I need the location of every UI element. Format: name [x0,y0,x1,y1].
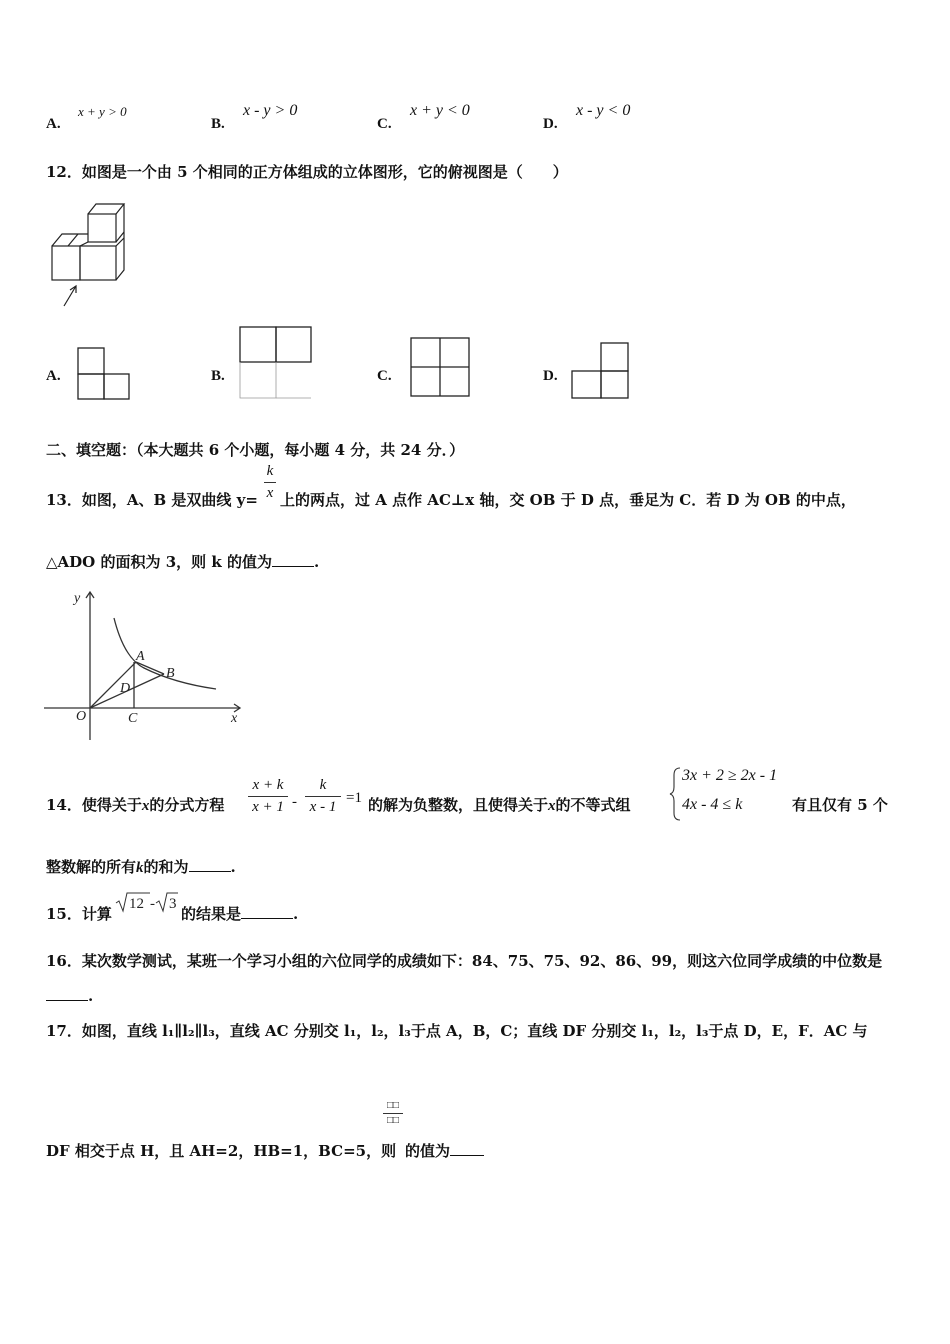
q13-period: . [313,553,320,571]
graph-label-o: O [76,709,87,724]
q17-line1: 17．如图，直线 l₁∥l₂∥l₃，直线 AC 分别交 l₁，l₂，l₃于点 A，B，C；直线 DF 分别交 l₁，l₂，l₃于点 D，E，F．AC 与 [46,1022,868,1040]
q11-option-c-label: C. [377,116,392,132]
q17-fraction-placeholder [383,1100,403,1127]
q15-suffix-line [181,903,298,924]
q16-period: . [88,987,94,1005]
q11-option-a-label: A. [46,116,61,132]
q11-option-b-expr: x - y > 0 [243,102,298,119]
q13-frac-den: x [266,485,274,501]
q11-option-b-label: B. [211,116,225,132]
q14-mid3: 的不等式组 [555,796,631,814]
q14-prefix [46,794,224,815]
q16-answer-blank[interactable] [46,986,88,1001]
q14-line2 [46,856,236,877]
q17-line2-b: 的值为 [405,1142,451,1160]
q15-rad1: 12 [129,896,144,912]
q12-question-text: 12．如图是一个由 5 个相同的正方体组成的立体图形，它的俯视图是（ ） [46,163,568,181]
q15-radical-expression [114,891,180,913]
q12-option-b-label: B. [211,368,225,384]
q14-mid [368,794,631,815]
cube-stack-figure [46,198,136,312]
q14-var-x: x [141,798,150,814]
q14-f1-den: x + 1 [252,799,284,815]
q17-line2-end [405,1140,484,1161]
q12-option-d-figure [571,342,631,402]
q14-minus: - [292,794,297,810]
q13-text-end: 上的两点，过 A 点作 AC⊥x 轴，交 OB 于 D 点，垂足为 C．若 D 为 OB 的中点， [280,491,856,509]
q15-rad2: 3 [169,896,177,912]
q12-option-b-figure [239,326,313,400]
q17-line2-start: DF 相交于点 H，且 AH=2，HB=1，BC=5，则 [46,1142,397,1160]
q14-system-brace [670,767,682,821]
q14-inequality-1: 3x + 2 ≥ 2x - 1 [682,767,778,784]
graph-label-a: A [136,649,145,664]
q14-fraction-2 [305,777,341,816]
graph-label-b: B [166,666,175,681]
q14-f1-num: x + k [252,777,284,793]
q14-answer-blank[interactable] [189,857,231,872]
q14-line2-b: 的和为 [143,858,189,876]
q14-var-k: k [136,860,144,876]
q12-option-a-label: A. [46,368,61,384]
q13-frac-num: k [266,463,274,479]
q14-inequality-2: 4x - 4 ≤ k [682,796,743,813]
q12-option-a-figure [77,347,131,401]
q14-mid2: 的解为负整数，且使得关于 [368,796,549,814]
q12-option-c-figure [409,336,473,400]
q14-line2-a: 整数解的所有 [46,858,137,876]
q14-mid1: 的分式方程 [149,796,225,814]
graph-label-x: x [231,711,238,726]
graph-label-c: C [128,711,138,726]
q14-suffix: 有且仅有 5 个 [792,796,888,814]
q11-option-d-label: D. [543,116,558,132]
q14-f2-den: x - 1 [309,799,337,815]
q17-answer-blank[interactable] [450,1141,484,1156]
q16-answer-line [46,986,93,1005]
section-2-title: 二、填空题：（本大题共 6 个小题，每小题 4 分，共 24 分．） [46,441,465,459]
q14-f2-num: k [319,777,327,793]
q13-hyperbola-graph [44,588,249,748]
q15-minus: - [150,896,155,912]
q15-suffix: 的结果是 [181,905,242,923]
q15-answer-blank[interactable] [241,904,293,919]
q14-prefix-text: 14．使得关于 [46,796,142,814]
q17-frac-num: □□ [386,1100,400,1111]
q16-text: 16．某次数学测试，某班一个学习小组的六位同学的成绩如下：84、75、75、92、86、99，则这六位同学成绩的中位数是 [46,952,883,970]
q14-fraction-1 [248,777,288,816]
graph-label-y: y [74,591,81,606]
q13-fraction-k-over-x [264,463,276,502]
q13-line2-text: △ADO 的面积为 3，则 k 的值为 [46,553,272,571]
q12-option-d-label: D. [543,368,558,384]
q11-option-a-expr: x + y > 0 [78,104,127,119]
q14-period: . [230,858,236,876]
q15-period: . [293,905,299,923]
q13-answer-blank[interactable] [272,552,314,567]
q11-option-c-expr: x + y < 0 [410,102,470,119]
q11-option-d-expr: x - y < 0 [576,102,631,119]
q17-frac-den: □□ [386,1115,400,1126]
q12-option-c-label: C. [377,368,392,384]
q14-var-x-2: x [548,798,556,814]
q15-prefix: 15．计算 [46,905,112,923]
q14-equals-one: =1 [346,790,362,806]
q13-line2 [46,551,319,572]
q13-text-start: 13．如图，A、B 是双曲线 y= [46,491,258,509]
hyperbola-curve [114,618,216,689]
graph-label-d: D [120,681,131,696]
